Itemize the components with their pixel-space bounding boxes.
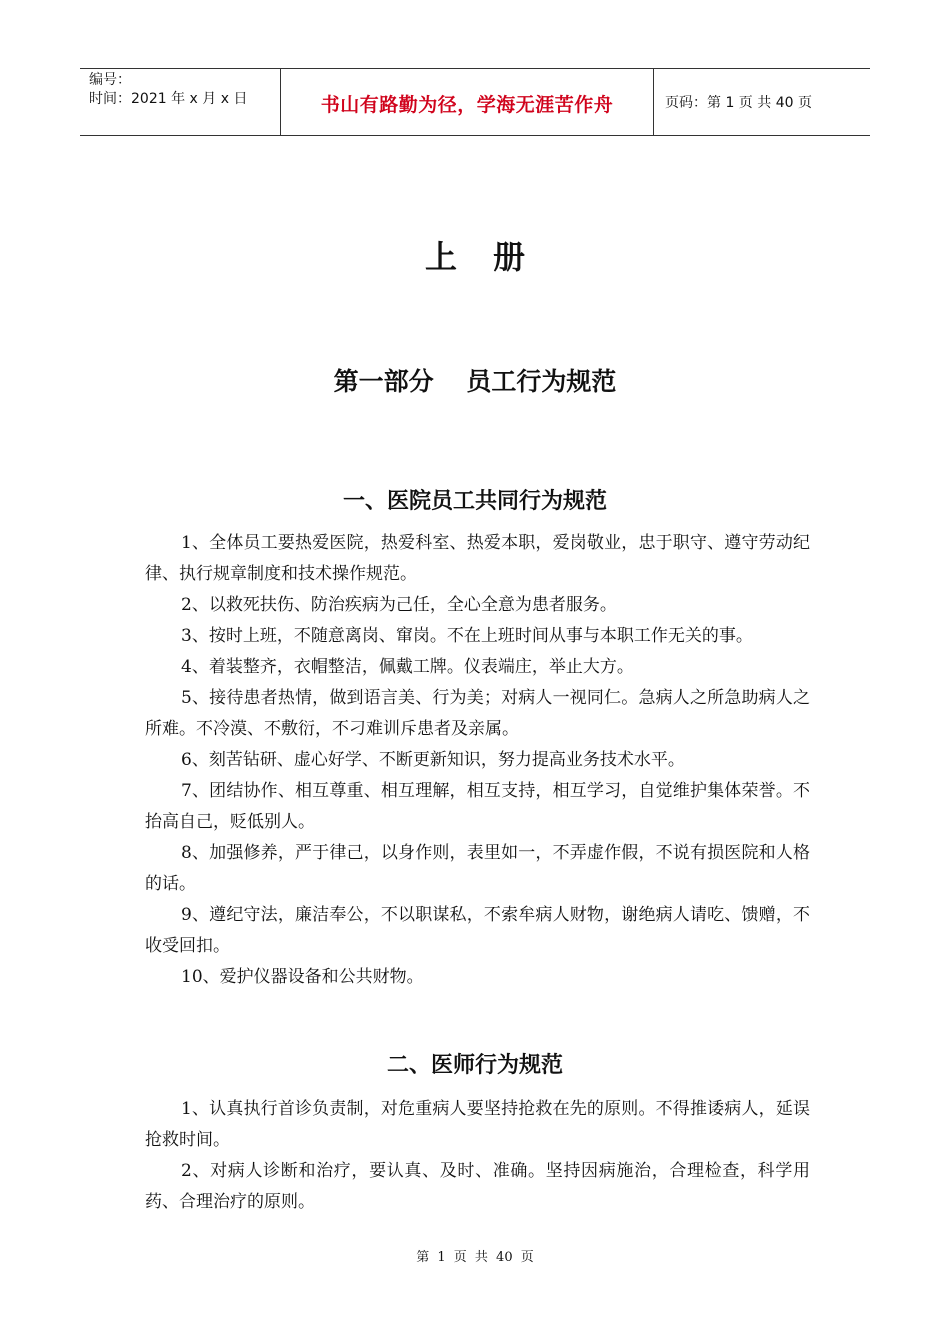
paragraph: 2、对病人诊断和治疗，要认真、及时、准确。坚持因病施治，合理检查，科学用药、合理治疗的原则。 (145, 1161, 810, 1212)
page-footer: 第 1 页 共 40 页 (416, 1250, 534, 1265)
part-title: 第一部分 员工行为规范 (333, 367, 617, 396)
paragraph: 9、遵纪守法，廉洁奉公，不以职谋私，不索牟病人财物，谢绝病人请吃、馈赠，不收受回扣。 (145, 905, 810, 956)
paragraph: 1、认真执行首诊负责制，对危重病人要坚持抢救在先的原则。不得推诿病人，延误抢救时间。 (145, 1099, 810, 1150)
header-motto-cell (281, 69, 654, 135)
header-table (80, 68, 870, 136)
section-1-body (145, 528, 810, 993)
paragraph: 4、着装整齐，衣帽整洁，佩戴工牌。仪表端庄，举止大方。 (181, 657, 634, 677)
paragraph: 3、按时上班，不随意离岗、窜岗。不在上班时间从事与本职工作无关的事。 (181, 626, 753, 646)
section-title-2: 二、医师行为规范 (386, 1053, 563, 1078)
paragraph: 1、全体员工要热爱医院，热爱科室、热爱本职，爱岗敬业，忠于职守、遵守劳动纪律、执行规章制度和技术操作规范。 (145, 533, 810, 584)
paragraph: 7、团结协作、相互尊重、相互理解，相互支持，相互学习，自觉维护集体荣誉。不抬高自己，贬低别人。 (145, 781, 810, 832)
document-number-label: 编号： (89, 72, 131, 88)
header-page-info: 页码：第 1 页 共 40 页 (665, 95, 812, 111)
paragraph: 6、刻苦钻研、虚心好学、不断更新知识，努力提高业务技术水平。 (181, 750, 685, 770)
section-2-body (145, 1094, 810, 1218)
paragraph: 10、爱护仪器设备和公共财物。 (181, 967, 424, 987)
header-meta-cell (80, 69, 281, 135)
section-title-1: 一、医院员工共同行为规范 (342, 489, 607, 514)
header-page-cell (654, 69, 870, 135)
paragraph: 2、以救死扶伤、防治疾病为己任，全心全意为患者服务。 (181, 595, 617, 615)
paragraph: 8、加强修养，严于律己，以身作则，表里如一，不弄虚作假，不说有损医院和人格的话。 (145, 843, 810, 894)
book-title: 上册 (424, 238, 561, 276)
header-motto: 书山有路勤为径，学海无涯苦作舟 (320, 93, 614, 116)
paragraph: 5、接待患者热情，做到语言美、行为美；对病人一视同仁。急病人之所急助病人之所难。不冷漠、不敷衍，不刁难训斥患者及亲属。 (145, 688, 810, 739)
document-date: 时间：2021 年 x 月 x 日 (89, 91, 248, 107)
